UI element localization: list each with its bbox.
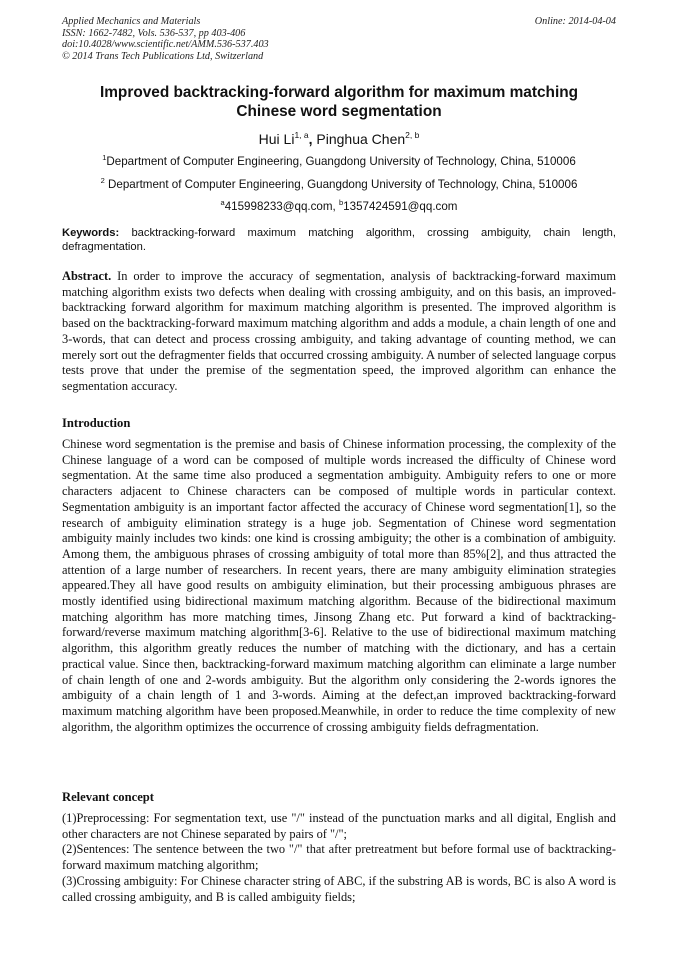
relevant-concept-heading: Relevant concept <box>62 790 154 804</box>
online-date: Online: 2014-04-04 <box>534 16 616 27</box>
introduction-heading: Introduction <box>62 416 131 430</box>
email-b[interactable]: 1357424591@qq.com <box>343 200 458 213</box>
author-1-sup: 1, a <box>294 130 309 140</box>
affiliation-2 <box>62 178 616 192</box>
email-a-sup: a <box>220 198 225 207</box>
keywords <box>62 226 616 255</box>
journal-name: Applied Mechanics and Materials <box>62 16 201 27</box>
author-2-sup: 2, b <box>405 130 420 140</box>
email-a[interactable]: 415998233@qq.com, <box>224 200 336 213</box>
paper-title <box>62 83 616 121</box>
copyright-line: © 2014 Trans Tech Publications Ltd, Switzerland <box>62 50 264 62</box>
doi-line: doi:10.4028/www.scientific.net/AMM.536-537.403 <box>62 39 269 51</box>
concept-item: (3)Crossing ambiguity: For Chinese character string of ABC, if the substring AB is words, BC is also A word is called crossing ambiguity, and B is called ambiguity fields; <box>62 873 616 904</box>
title-line-2: Chinese word segmentation <box>236 103 442 120</box>
affiliation-1 <box>62 155 616 169</box>
author-2-name: Pinghua Chen <box>316 131 406 147</box>
keywords-label: Keywords: <box>62 227 120 239</box>
author-separator: , <box>308 131 313 147</box>
affiliation-1-text: Department of Computer Engineering, Guangdong University of Technology, China, 510006 <box>106 155 576 168</box>
abstract <box>62 269 616 395</box>
affiliation-1-sup: 1 <box>102 153 107 162</box>
author-1-name: Hui Li <box>258 131 295 147</box>
keywords-text: backtracking-forward maximum matching algorithm, crossing ambiguity, chain length, defragmentation. <box>62 227 616 254</box>
concept-item: (2)Sentences: The sentence between the two "/" that after pretreatment but before formal use of backtracking-forward maximum matching algorithm; <box>62 842 616 873</box>
issn-line: ISSN: 1662-7482, Vols. 536-537, pp 403-406 <box>62 27 246 39</box>
affiliation-2-sup: 2 <box>100 176 105 185</box>
affiliation-2-text: Department of Computer Engineering, Guangdong University of Technology, China, 510006 <box>108 178 578 191</box>
email-b-sup: b <box>339 198 344 207</box>
email-line <box>62 200 616 214</box>
concept-item: (1)Preprocessing: For segmentation text, use "/" instead of the punctuation marks and all digital, English and other characters are not Chinese separated by pairs of "/"; <box>62 811 616 841</box>
author-list <box>62 130 616 148</box>
abstract-label: Abstract. <box>62 269 112 283</box>
title-line-1: Improved backtracking-forward algorithm for maximum matching <box>99 84 579 101</box>
introduction-text: Chinese word segmentation is the premise and basis of Chinese information processing, the complexity of the Chinese language of a word can be composed of multiple words increased the difficulty of Chinese word segmentation. At the same time also produced a segmentation ambiguity. Ambiguity refers to one or more characters adjacent to Chinese characters can be composed of multiple words in particular context. Segmentation ambiguity is an important factor affected the accuracy of Chinese word segmentation[1], so the research of ambiguity elimination strategy is a huge job. Segmentation of Chinese word segmentation ambiguity mainly includes two kinds: one kind is crossing ambiguity; the other is a combination of ambiguity. Among them, the ambiguous phrases of crossing ambiguity of total more than 85%[2], and thus attracted the attention of a large number of researchers. In recent years, there are many ambiguity elimination strategies appeared.They all have good results on ambiguity elimination, but their processing ambiguous phrases are mostly identified using bidirectional maximum matching algorithm. Because of the bidirectional maximum matching algorithm has more matching times, Jinsong Zhang etc. Put forward a kind of backtracking-forward/reverse maximum matching algorithm[3-6]. Relative to the use of bidirectional maximum matching algorithm, this algorithm greatly reduces the number of matching with the dictionary, and has a certain practical value. Since then, backtracking-forward maximum matching algorithm can eliminate a large number of chain length of one and 2-words ambiguity. But the algorithm only considering the 2-words ignores the ambiguity of a chain length of 1 and 3-words. Aiming at the defect,an improved backtracking-forward maximum matching algorithm have been proposed.Meanwhile, in order to reduce the time complexity of new algorithm, the algorithm optimizes the occurrence of crossing ambiguity fields defragmentation. <box>62 437 616 734</box>
journal-header <box>62 16 616 62</box>
relevant-concept-list <box>62 811 616 905</box>
abstract-text: In order to improve the accuracy of segmentation, analysis of backtracking-forward maximum matching algorithm exists two defects when dealing with crossing ambiguity, and on this basis, an improved-backtracking forward algorithm for maximum matching algorithm is presented. The improved algorithm is based on the backtracking-forward maximum matching algorithm and adds a module, a chain length of one and 3-words, that can detect and process crossing ambiguity, and taking advantage of counting method, we can merely sort out the defragmenter fields that occurred crossing ambiguity. A number of selected language corpus tests prove that under the premise of the segmentation speed, the improved algorithm can enhance the segmentation accuracy. <box>62 269 616 393</box>
